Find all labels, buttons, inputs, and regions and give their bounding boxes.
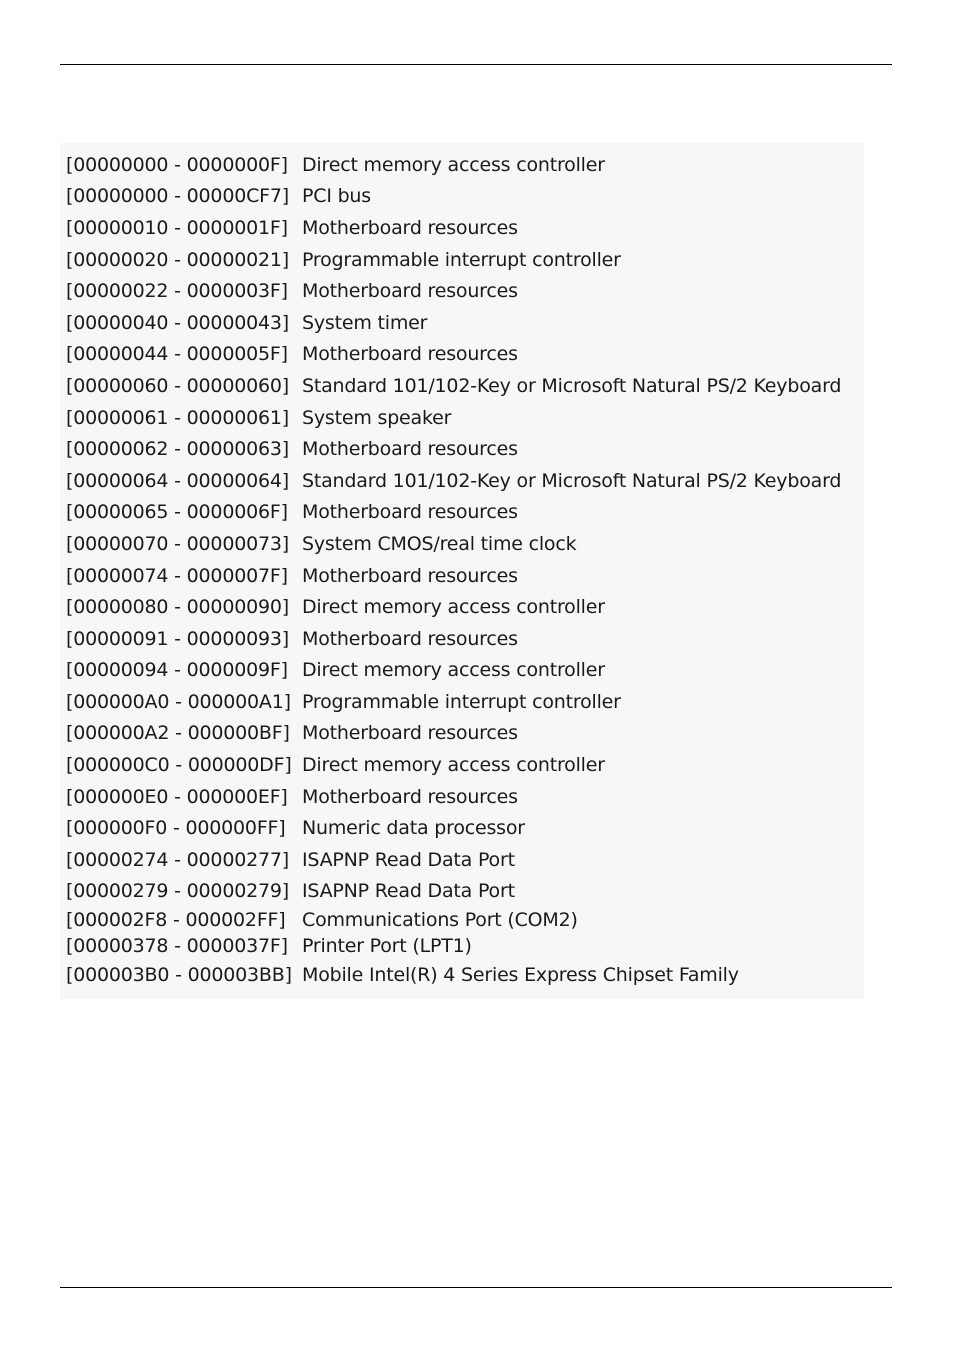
io-address-range: [00000062 - 00000063] bbox=[66, 438, 289, 461]
io-device-name: Direct memory access controller bbox=[302, 153, 605, 176]
io-address-range: [00000279 - 00000279] bbox=[66, 880, 289, 903]
io-address-range: [00000000 - 0000000F] bbox=[66, 153, 288, 176]
io-device-name: Motherboard resources bbox=[302, 785, 518, 808]
io-address-range: [00000065 - 0000006F] bbox=[66, 501, 288, 524]
io-address-range: [00000040 - 00000043] bbox=[66, 311, 289, 334]
io-range-row bbox=[66, 212, 862, 244]
io-device-name: Motherboard resources bbox=[302, 343, 518, 366]
io-device-name: Motherboard resources bbox=[302, 722, 518, 745]
io-range-row bbox=[66, 465, 862, 497]
io-address-range: [00000010 - 0000001F] bbox=[66, 216, 288, 239]
io-device-name: System timer bbox=[302, 311, 428, 334]
io-range-row bbox=[66, 275, 862, 307]
io-device-name: Direct memory access controller bbox=[302, 659, 605, 682]
io-address-range: [00000070 - 00000073] bbox=[66, 532, 289, 555]
io-device-name: Motherboard resources bbox=[302, 627, 518, 650]
io-range-row bbox=[66, 933, 862, 959]
io-device-name: PCI bus bbox=[302, 185, 371, 208]
io-device-name: Programmable interrupt controller bbox=[302, 690, 621, 713]
io-address-range: [000000C0 - 000000DF] bbox=[66, 754, 292, 777]
io-range-row bbox=[66, 686, 862, 718]
io-address-range: [00000000 - 00000CF7] bbox=[66, 185, 289, 208]
io-range-row bbox=[66, 244, 862, 276]
io-address-range: [00000061 - 00000061] bbox=[66, 406, 289, 429]
io-device-name: Standard 101/102-Key or Microsoft Natural PS/2 Keyboard bbox=[302, 469, 842, 492]
io-device-name: Motherboard resources bbox=[302, 280, 518, 303]
io-range-row bbox=[66, 844, 862, 876]
io-address-range: [00000074 - 0000007F] bbox=[66, 564, 288, 587]
io-range-row bbox=[66, 812, 862, 844]
io-range-row bbox=[66, 339, 862, 371]
io-device-name: System speaker bbox=[302, 406, 452, 429]
io-address-range: [000000A0 - 000000A1] bbox=[66, 690, 291, 713]
io-range-row bbox=[66, 370, 862, 402]
io-address-range: [000000A2 - 000000BF] bbox=[66, 722, 290, 745]
io-device-name: Printer Port (LPT1) bbox=[302, 935, 472, 958]
io-device-name: Mobile Intel(R) 4 Series Express Chipset Family bbox=[302, 964, 739, 987]
io-device-name: Communications Port (COM2) bbox=[302, 909, 578, 932]
io-device-name: Numeric data processor bbox=[302, 817, 525, 840]
io-range-row bbox=[66, 560, 862, 592]
io-range-row bbox=[66, 181, 862, 213]
io-range-row bbox=[66, 749, 862, 781]
io-device-name: Programmable interrupt controller bbox=[302, 248, 621, 271]
io-address-range: [000003B0 - 000003BB] bbox=[66, 964, 292, 987]
io-range-row bbox=[66, 718, 862, 750]
io-address-range: [00000091 - 00000093] bbox=[66, 627, 289, 650]
io-range-row bbox=[66, 876, 862, 908]
io-range-list bbox=[66, 149, 862, 991]
io-device-name: ISAPNP Read Data Port bbox=[302, 848, 515, 871]
io-device-name: Motherboard resources bbox=[302, 216, 518, 239]
io-device-name: Standard 101/102-Key or Microsoft Natural PS/2 Keyboard bbox=[302, 374, 842, 397]
io-range-row bbox=[66, 591, 862, 623]
io-address-range: [00000064 - 00000064] bbox=[66, 469, 289, 492]
header-rule bbox=[60, 64, 892, 65]
io-address-range: [000002F8 - 000002FF] bbox=[66, 909, 286, 932]
io-address-range: [00000094 - 0000009F] bbox=[66, 659, 288, 682]
io-device-name: Direct memory access controller bbox=[302, 596, 605, 619]
io-device-name: Motherboard resources bbox=[302, 501, 518, 524]
io-range-row bbox=[66, 781, 862, 813]
io-address-range: [00000022 - 0000003F] bbox=[66, 280, 288, 303]
io-range-row bbox=[66, 307, 862, 339]
io-range-row bbox=[66, 497, 862, 529]
io-range-row bbox=[66, 149, 862, 181]
io-address-range: [00000020 - 00000021] bbox=[66, 248, 289, 271]
io-address-range: [000000E0 - 000000EF] bbox=[66, 785, 288, 808]
io-address-range: [00000044 - 0000005F] bbox=[66, 343, 288, 366]
footer-rule bbox=[60, 1287, 892, 1288]
io-address-range: [00000060 - 00000060] bbox=[66, 374, 289, 397]
io-range-row bbox=[66, 528, 862, 560]
io-range-row bbox=[66, 402, 862, 434]
io-range-row bbox=[66, 959, 862, 991]
io-range-row bbox=[66, 433, 862, 465]
io-address-range: [00000080 - 00000090] bbox=[66, 596, 289, 619]
io-address-range: [000000F0 - 000000FF] bbox=[66, 817, 286, 840]
io-device-name: ISAPNP Read Data Port bbox=[302, 880, 515, 903]
io-range-row bbox=[66, 655, 862, 687]
io-range-row bbox=[66, 623, 862, 655]
io-address-range: [00000274 - 00000277] bbox=[66, 848, 289, 871]
io-device-name: Motherboard resources bbox=[302, 564, 518, 587]
io-address-range: [00000378 - 0000037F] bbox=[66, 935, 288, 958]
io-device-name: Direct memory access controller bbox=[302, 754, 605, 777]
io-device-name: Motherboard resources bbox=[302, 438, 518, 461]
io-range-row bbox=[66, 907, 862, 933]
io-device-name: System CMOS/real time clock bbox=[302, 532, 577, 555]
